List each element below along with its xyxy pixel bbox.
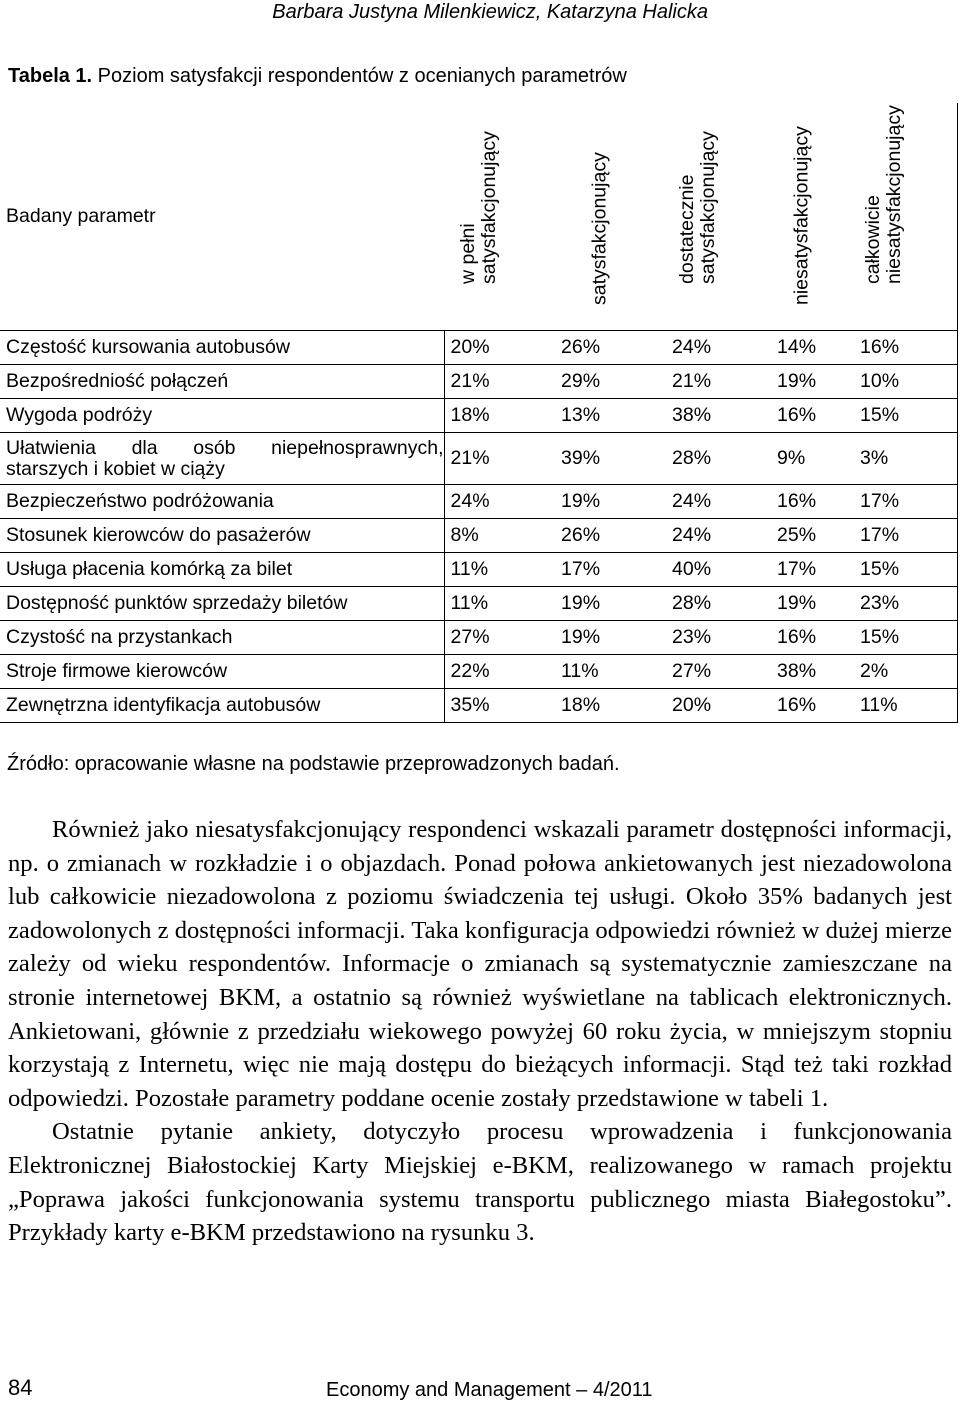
table-caption <box>8 64 627 88</box>
table-row <box>0 655 957 689</box>
column-header-parameter: Badany parametr <box>0 103 444 331</box>
value-cell: 14% <box>771 331 854 365</box>
column-header-text <box>677 131 719 284</box>
row-parameter-cell <box>0 433 444 485</box>
value-cell: 17% <box>555 553 666 587</box>
table-source-note: Źródło: opracowanie własne na podstawie przeprowadzonych badań. <box>7 753 620 775</box>
value-cell: 18% <box>555 689 666 723</box>
table-header-row <box>0 103 957 331</box>
column-header-text <box>458 131 500 284</box>
table-row <box>0 519 957 553</box>
column-header-line: dostatecznie <box>675 174 698 284</box>
value-cell: 20% <box>444 331 555 365</box>
value-cell: 3% <box>854 433 957 485</box>
satisfaction-table <box>0 103 958 723</box>
row-parameter-line: starszych i kobiet w ciąży <box>6 457 225 480</box>
row-parameter-cell: Bezpieczeństwo podróżowania <box>0 485 444 519</box>
column-header-fully-satisfying <box>444 103 555 331</box>
value-cell: 16% <box>771 621 854 655</box>
value-cell: 16% <box>854 331 957 365</box>
value-cell: 19% <box>771 365 854 399</box>
column-header-text <box>589 152 610 305</box>
column-header-line: satysfakcjonujący <box>588 152 610 305</box>
column-header-line: niesatysfakcjonujący <box>883 105 906 284</box>
row-parameter-cell: Stroje firmowe kierowców <box>0 655 444 689</box>
value-cell: 24% <box>444 485 555 519</box>
value-cell: 20% <box>666 689 771 723</box>
satisfaction-table-container <box>0 103 958 723</box>
value-cell: 24% <box>666 331 771 365</box>
value-cell: 24% <box>666 519 771 553</box>
value-cell: 11% <box>555 655 666 689</box>
table-row <box>0 689 957 723</box>
row-parameter-cell: Częstość kursowania autobusów <box>0 331 444 365</box>
row-parameter-cell: Usługa płacenia komórką za bilet <box>0 553 444 587</box>
article-body <box>8 813 952 1250</box>
value-cell: 19% <box>555 485 666 519</box>
column-header-unsatisfying <box>771 103 854 331</box>
value-cell: 15% <box>854 553 957 587</box>
running-header-authors: Barbara Justyna Milenkiewicz, Katarzyna Halicka <box>272 1 708 23</box>
value-cell: 19% <box>555 587 666 621</box>
value-cell: 16% <box>771 689 854 723</box>
value-cell: 24% <box>666 485 771 519</box>
value-cell: 17% <box>854 519 957 553</box>
value-cell: 11% <box>444 587 555 621</box>
value-cell: 26% <box>555 331 666 365</box>
value-cell: 23% <box>666 621 771 655</box>
row-parameter-cell: Czystość na przystankach <box>0 621 444 655</box>
value-cell: 29% <box>555 365 666 399</box>
column-header-line: w pełni <box>456 223 479 284</box>
column-header-line: satysfakcjonujący <box>696 131 719 284</box>
value-cell: 13% <box>555 399 666 433</box>
body-paragraph: Ostatnie pytanie ankiety, dotyczyło procesu wprowadzenia i funkcjonowania Elektronicznej Białostockiej Karty Miejskiej e-BKM, realizowanego w ramach projektu „Poprawa jakości funkcjonowania systemu transportu publicznego miasta Białegostoku”. Przykłady karty e-BKM przedstawiono na rysunku 3. <box>8 1118 952 1247</box>
table-row <box>0 621 957 655</box>
value-cell: 25% <box>771 519 854 553</box>
value-cell: 15% <box>854 399 957 433</box>
value-cell: 15% <box>854 621 957 655</box>
table-row <box>0 553 957 587</box>
value-cell: 28% <box>666 587 771 621</box>
value-cell: 27% <box>666 655 771 689</box>
value-cell: 2% <box>854 655 957 689</box>
table-row <box>0 587 957 621</box>
value-cell: 16% <box>771 399 854 433</box>
table-row <box>0 365 957 399</box>
column-header-text <box>863 105 905 284</box>
body-paragraph: Również jako niesatysfakcjonujący respondenci wskazali parametr dostępności informacji, np. o zmianach w rozkładzie i o objazdach. Ponad połowa ankietowanych jest niezadowolona lub całkowicie niezadowolona z poziomu świadczenia tej usługi. Około 35% badanych jest zadowolonych z dostępności informacji. Taka konfiguracja odpowiedzi również w dużej mierze zależy od wieku respondentów. Informacje o zmianach są systematycznie zamieszczane na stronie internetowej BKM, a ostatnio są również wyświetlane na tablicach elektronicznych. Ankietowani, głównie z przedziału wiekowego powyżej 60 roku życia, w mniejszym stopniu korzystają z Internetu, więc nie mają dostępu do bieżących informacji. Stąd też taki rozkład odpowiedzi. Pozostałe parametry poddane ocenie zostały przedstawione w tabeli 1. <box>8 816 952 1112</box>
row-parameter-cell: Zewnętrzna identyfikacja autobusów <box>0 689 444 723</box>
row-parameter-cell: Stosunek kierowców do pasażerów <box>0 519 444 553</box>
value-cell: 38% <box>666 399 771 433</box>
value-cell: 40% <box>666 553 771 587</box>
value-cell: 38% <box>771 655 854 689</box>
column-header-adequately-satisfying <box>666 103 771 331</box>
value-cell: 19% <box>555 621 666 655</box>
column-header-line: satysfakcjonujący <box>477 131 500 284</box>
value-cell: 18% <box>444 399 555 433</box>
value-cell: 17% <box>771 553 854 587</box>
row-parameter-cell: Dostępność punktów sprzedaży biletów <box>0 587 444 621</box>
row-parameter-cell: Wygoda podróży <box>0 399 444 433</box>
value-cell: 10% <box>854 365 957 399</box>
journal-footer: Economy and Management – 4/2011 <box>326 1379 653 1401</box>
column-header-line: niesatysfakcjonujący <box>790 126 812 305</box>
value-cell: 23% <box>854 587 957 621</box>
value-cell: 22% <box>444 655 555 689</box>
table-caption-text: Poziom satysfakcji respondentów z ocenianych parametrów <box>92 65 627 87</box>
value-cell: 28% <box>666 433 771 485</box>
value-cell: 16% <box>771 485 854 519</box>
value-cell: 35% <box>444 689 555 723</box>
page-number: 84 <box>8 1375 33 1400</box>
row-parameter-cell: Bezpośredniość połączeń <box>0 365 444 399</box>
value-cell: 21% <box>444 365 555 399</box>
value-cell: 21% <box>444 433 555 485</box>
value-cell: 26% <box>555 519 666 553</box>
value-cell: 39% <box>555 433 666 485</box>
column-header-text <box>791 126 812 305</box>
row-parameter-line: Ułatwienia dla osób niepełnosprawnych, <box>6 436 444 459</box>
table-caption-label: Tabela 1. <box>8 65 93 87</box>
value-cell: 9% <box>771 433 854 485</box>
value-cell: 21% <box>666 365 771 399</box>
value-cell: 27% <box>444 621 555 655</box>
value-cell: 8% <box>444 519 555 553</box>
column-header-line: całkowicie <box>862 195 885 284</box>
table-row <box>0 433 957 485</box>
column-header-satisfying <box>555 103 666 331</box>
value-cell: 11% <box>854 689 957 723</box>
value-cell: 17% <box>854 485 957 519</box>
value-cell: 11% <box>444 553 555 587</box>
value-cell: 19% <box>771 587 854 621</box>
table-row <box>0 331 957 365</box>
table-row <box>0 485 957 519</box>
table-row <box>0 399 957 433</box>
column-header-completely-unsatisfying <box>854 103 957 331</box>
